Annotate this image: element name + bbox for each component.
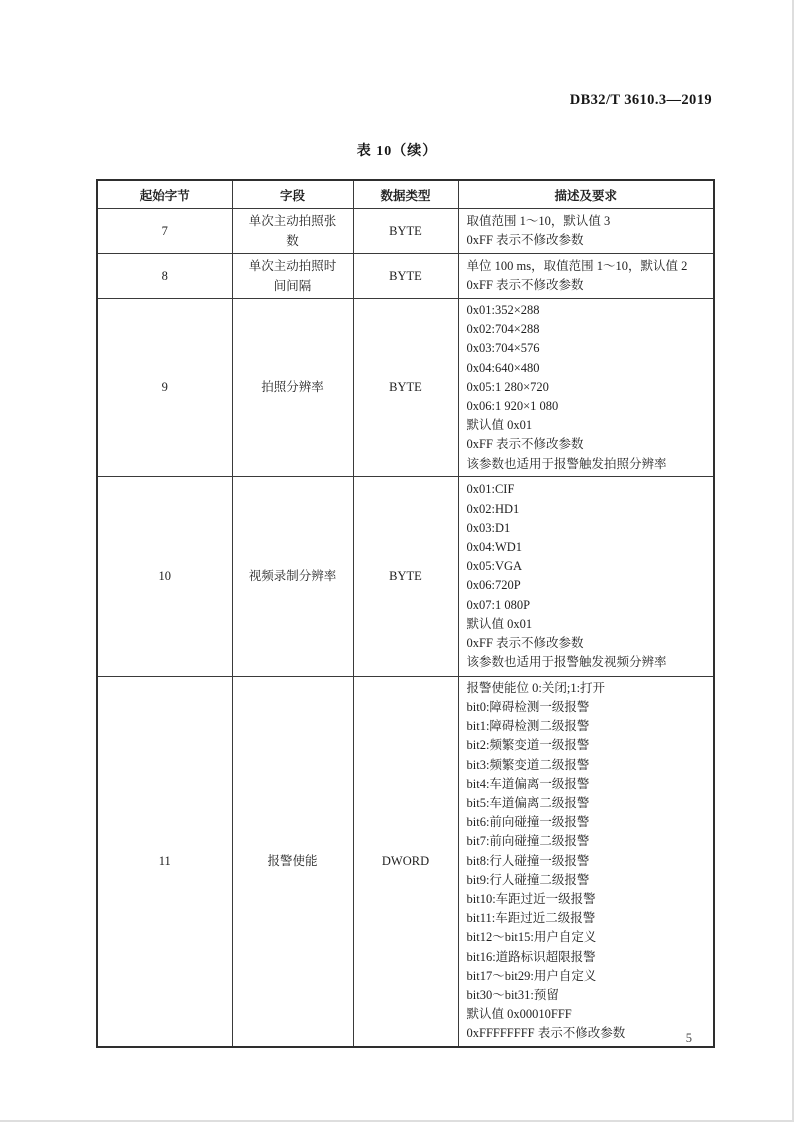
cell-start-byte: 9 (97, 299, 232, 477)
description-line: 0x07:1 080P (466, 597, 531, 612)
col-header-description: 描述及要求 (458, 180, 714, 209)
description-line: 该参数也适用于报警触发视频分辨率 (466, 655, 667, 670)
cell-data-type: BYTE (353, 299, 458, 477)
description-line: bit1:障碍检测二级报警 (466, 719, 590, 734)
description-line: bit5:车道偏离二级报警 (466, 796, 590, 811)
cell-description (458, 254, 714, 299)
description-line: bit30～bit31:预留 (466, 988, 559, 1003)
description-line: 0x03:704×576 (466, 341, 540, 356)
spec-table (96, 179, 715, 1048)
description-line: bit17～bit29:用户自定义 (466, 968, 597, 983)
cell-description (458, 299, 714, 477)
description-line: 0x01:CIF (466, 482, 515, 497)
description-line: bit12～bit15:用户自定义 (466, 930, 597, 945)
description-line: 0x05:VGA (466, 559, 523, 574)
table-header-row (97, 180, 714, 209)
description-line: bit16:道路标识超限报警 (466, 949, 596, 964)
cell-field: 报警使能 (232, 676, 353, 1046)
cell-start-byte: 8 (97, 254, 232, 299)
description-line: bit3:频繁变道二级报警 (466, 757, 590, 772)
description-line: 0x04:WD1 (466, 539, 523, 554)
description-line: 0x04:640×480 (466, 360, 540, 375)
description-line: bit0:障碍检测一级报警 (466, 700, 590, 715)
cell-field: 视频录制分辨率 (232, 476, 353, 676)
table-row (97, 676, 714, 1046)
description-line: 0xFF 表示不修改参数 (466, 635, 584, 650)
page-number: 5 (685, 1031, 692, 1045)
cell-data-type: DWORD (353, 676, 458, 1046)
description-line: 0xFF 表示不修改参数 (466, 437, 584, 452)
description-line: 默认值 0x01 (466, 418, 533, 433)
cell-field: 拍照分辨率 (232, 299, 353, 477)
doc-number: DB32/T 3610.3—2019 (569, 92, 712, 108)
description-line: 0x05:1 280×720 (466, 379, 549, 394)
col-header-start-byte: 起始字节 (97, 180, 232, 209)
col-header-data-type: 数据类型 (353, 180, 458, 209)
cell-start-byte: 11 (97, 676, 232, 1046)
cell-start-byte: 10 (97, 476, 232, 676)
cell-data-type: BYTE (353, 209, 458, 254)
cell-description (458, 209, 714, 254)
table-row (97, 209, 714, 254)
description-line: 报警使能位 0:关闭;1:打开 (466, 680, 606, 695)
cell-start-byte: 7 (97, 209, 232, 254)
table-row (97, 254, 714, 299)
description-line: bit4:车道偏离一级报警 (466, 776, 590, 791)
description-line: bit2:频繁变道一级报警 (466, 738, 590, 753)
cell-description (458, 476, 714, 676)
description-line: 0x06:720P (466, 578, 521, 593)
description-line: 默认值 0x00010FFF (466, 1007, 572, 1022)
description-line: 0x06:1 920×1 080 (466, 399, 559, 414)
description-line: bit10:车距过近一级报警 (466, 892, 596, 907)
description-line: bit11:车距过近二级报警 (466, 911, 596, 926)
table-title: 表 10（续） (356, 144, 438, 159)
description-line: bit6:前向碰撞一级报警 (466, 815, 590, 830)
description-line: 取值范围 1～10，默认值 3 (466, 213, 611, 228)
description-line: 0xFF 表示不修改参数 (466, 278, 584, 292)
description-line: 0x02:HD1 (466, 501, 520, 516)
cell-field: 单次主动拍照时间间隔 (232, 254, 353, 299)
col-header-field: 字段 (232, 180, 353, 209)
description-line: bit8:行人碰撞一级报警 (466, 853, 590, 868)
description-line: bit7:前向碰撞二级报警 (466, 834, 590, 849)
cell-field: 单次主动拍照张数 (232, 209, 353, 254)
description-line: 单位 100 ms，取值范围 1～10，默认值 2 (466, 258, 688, 273)
description-line: 0xFF 表示不修改参数 (466, 233, 584, 247)
cell-description (458, 676, 714, 1046)
description-line: 0x01:352×288 (466, 303, 540, 317)
description-line: 0x03:D1 (466, 520, 511, 535)
table-row (97, 476, 714, 676)
description-line: bit9:行人碰撞二级报警 (466, 872, 590, 887)
description-line: 0xFFFFFFFF 表示不修改参数 (466, 1026, 626, 1041)
table-row (97, 299, 714, 477)
description-line: 0x02:704×288 (466, 322, 540, 337)
description-line: 该参数也适用于报警触发拍照分辨率 (466, 456, 667, 471)
cell-data-type: BYTE (353, 476, 458, 676)
description-line: 默认值 0x01 (466, 616, 533, 631)
cell-data-type: BYTE (353, 254, 458, 299)
